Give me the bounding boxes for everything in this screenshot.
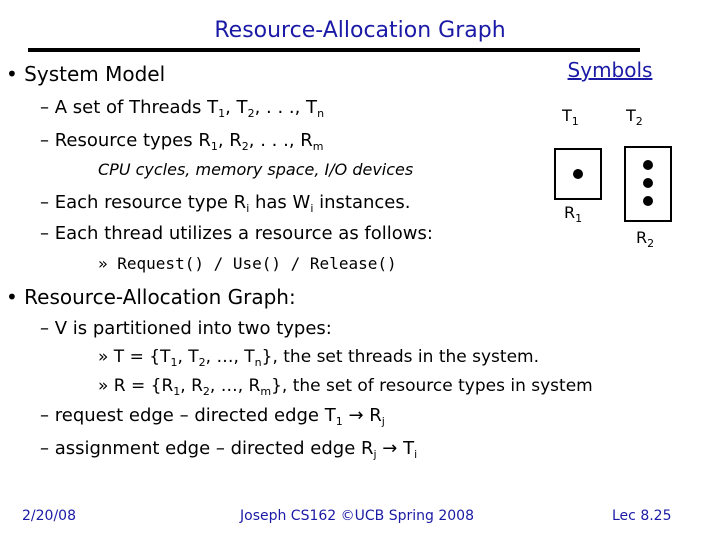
r1-letter: R bbox=[564, 203, 576, 222]
sub-m: m bbox=[260, 385, 272, 398]
dash: – bbox=[40, 130, 49, 151]
t-set-c: , …, T bbox=[205, 347, 255, 367]
sub-i: i bbox=[310, 202, 314, 215]
sub-j: j bbox=[381, 415, 385, 428]
symbol-t1-label bbox=[562, 106, 579, 128]
threads-item bbox=[40, 97, 324, 120]
instance-dot bbox=[573, 169, 583, 179]
sub-j: j bbox=[373, 448, 377, 461]
dash: – bbox=[40, 438, 49, 459]
t-set-a: » T = {T bbox=[98, 347, 171, 367]
each-type-a: Each resource type R bbox=[54, 192, 247, 213]
sub-2: 2 bbox=[202, 385, 210, 398]
symbol-r1-label bbox=[564, 203, 582, 225]
sub-i: i bbox=[414, 448, 418, 461]
threads-mid: , T bbox=[225, 97, 248, 118]
bullet-rag bbox=[6, 285, 296, 309]
bullet-glyph: • bbox=[6, 62, 18, 86]
sub-1: 1 bbox=[170, 356, 178, 369]
t2-letter: T bbox=[626, 106, 636, 125]
symbol-t2-label bbox=[626, 106, 643, 128]
assignment-edge-arrow: → T bbox=[376, 438, 415, 459]
dash: – bbox=[40, 97, 49, 118]
system-model-label: System Model bbox=[24, 62, 166, 86]
r-set-b: , R bbox=[180, 376, 203, 396]
slide-title: Resource-Allocation Graph bbox=[214, 18, 506, 43]
dash: – bbox=[40, 223, 49, 244]
t-set-item bbox=[98, 347, 539, 369]
symbol-r2-label bbox=[636, 228, 654, 250]
v-partitioned-text: V is partitioned into two types: bbox=[54, 318, 332, 339]
each-type-c: instances. bbox=[313, 192, 411, 213]
request-use-release: » Request() / Use() / Release() bbox=[98, 254, 397, 273]
dash: – bbox=[40, 318, 49, 339]
instance-dot bbox=[643, 178, 653, 188]
sub-m: m bbox=[312, 140, 324, 153]
dash: – bbox=[40, 405, 49, 426]
sub-1: 1 bbox=[575, 212, 583, 225]
assignment-edge-item bbox=[40, 438, 417, 461]
rag-label: Resource-Allocation Graph: bbox=[24, 285, 296, 309]
resources-rest: , . . ., R bbox=[248, 130, 313, 151]
instance-dot bbox=[643, 196, 653, 206]
threads-text: A set of Threads T bbox=[54, 97, 219, 118]
footer-credit: Joseph CS162 ©UCB Spring 2008 bbox=[240, 508, 474, 524]
sub-2: 2 bbox=[198, 356, 206, 369]
resource-r2-box bbox=[624, 146, 672, 222]
t-set-d: }, the set threads in the system. bbox=[261, 347, 540, 367]
request-edge-arrow: → R bbox=[342, 405, 382, 426]
r-set-item bbox=[98, 376, 593, 398]
sub-2: 2 bbox=[635, 115, 643, 128]
resources-mid: , R bbox=[217, 130, 242, 151]
r2-letter: R bbox=[636, 228, 648, 247]
symbols-title: Symbols bbox=[567, 58, 653, 82]
sub-1: 1 bbox=[335, 415, 343, 428]
each-thread-text: Each thread utilizes a resource as follows: bbox=[54, 223, 433, 244]
r-set-d: }, the set of resource types in system bbox=[271, 376, 593, 396]
each-type-item bbox=[40, 192, 410, 215]
request-edge-text: request edge – directed edge T bbox=[54, 405, 336, 426]
sub-1: 1 bbox=[173, 385, 181, 398]
v-partitioned-item bbox=[40, 318, 332, 339]
each-thread-item bbox=[40, 223, 433, 244]
cpu-note: CPU cycles, memory space, I/O devices bbox=[98, 160, 414, 179]
resource-r1-box bbox=[554, 148, 602, 200]
threads-rest: , . . ., T bbox=[254, 97, 318, 118]
sub-2: 2 bbox=[247, 107, 255, 120]
sub-2: 2 bbox=[241, 140, 249, 153]
each-type-b: has W bbox=[249, 192, 311, 213]
resources-item bbox=[40, 130, 324, 153]
sub-i: i bbox=[246, 202, 250, 215]
title-divider bbox=[28, 48, 640, 52]
sub-2: 2 bbox=[647, 237, 655, 250]
sub-1: 1 bbox=[210, 140, 218, 153]
t-set-b: , T bbox=[177, 347, 199, 367]
request-edge-item bbox=[40, 405, 385, 428]
footer-lecture: Lec 8.25 bbox=[612, 508, 672, 524]
resources-text: Resource types R bbox=[54, 130, 211, 151]
bullet-system-model bbox=[6, 62, 165, 86]
sub-1: 1 bbox=[218, 107, 226, 120]
footer-date: 2/20/08 bbox=[22, 508, 76, 524]
r-set-a: » R = {R bbox=[98, 376, 174, 396]
dash: – bbox=[40, 192, 49, 213]
sub-n: n bbox=[317, 107, 325, 120]
sub-n: n bbox=[254, 356, 262, 369]
r-set-c: , …, R bbox=[209, 376, 261, 396]
t1-letter: T bbox=[562, 106, 572, 125]
assignment-edge-text: assignment edge – directed edge R bbox=[54, 438, 374, 459]
instance-dot bbox=[643, 160, 653, 170]
bullet-glyph: • bbox=[6, 285, 18, 309]
sub-1: 1 bbox=[571, 115, 579, 128]
